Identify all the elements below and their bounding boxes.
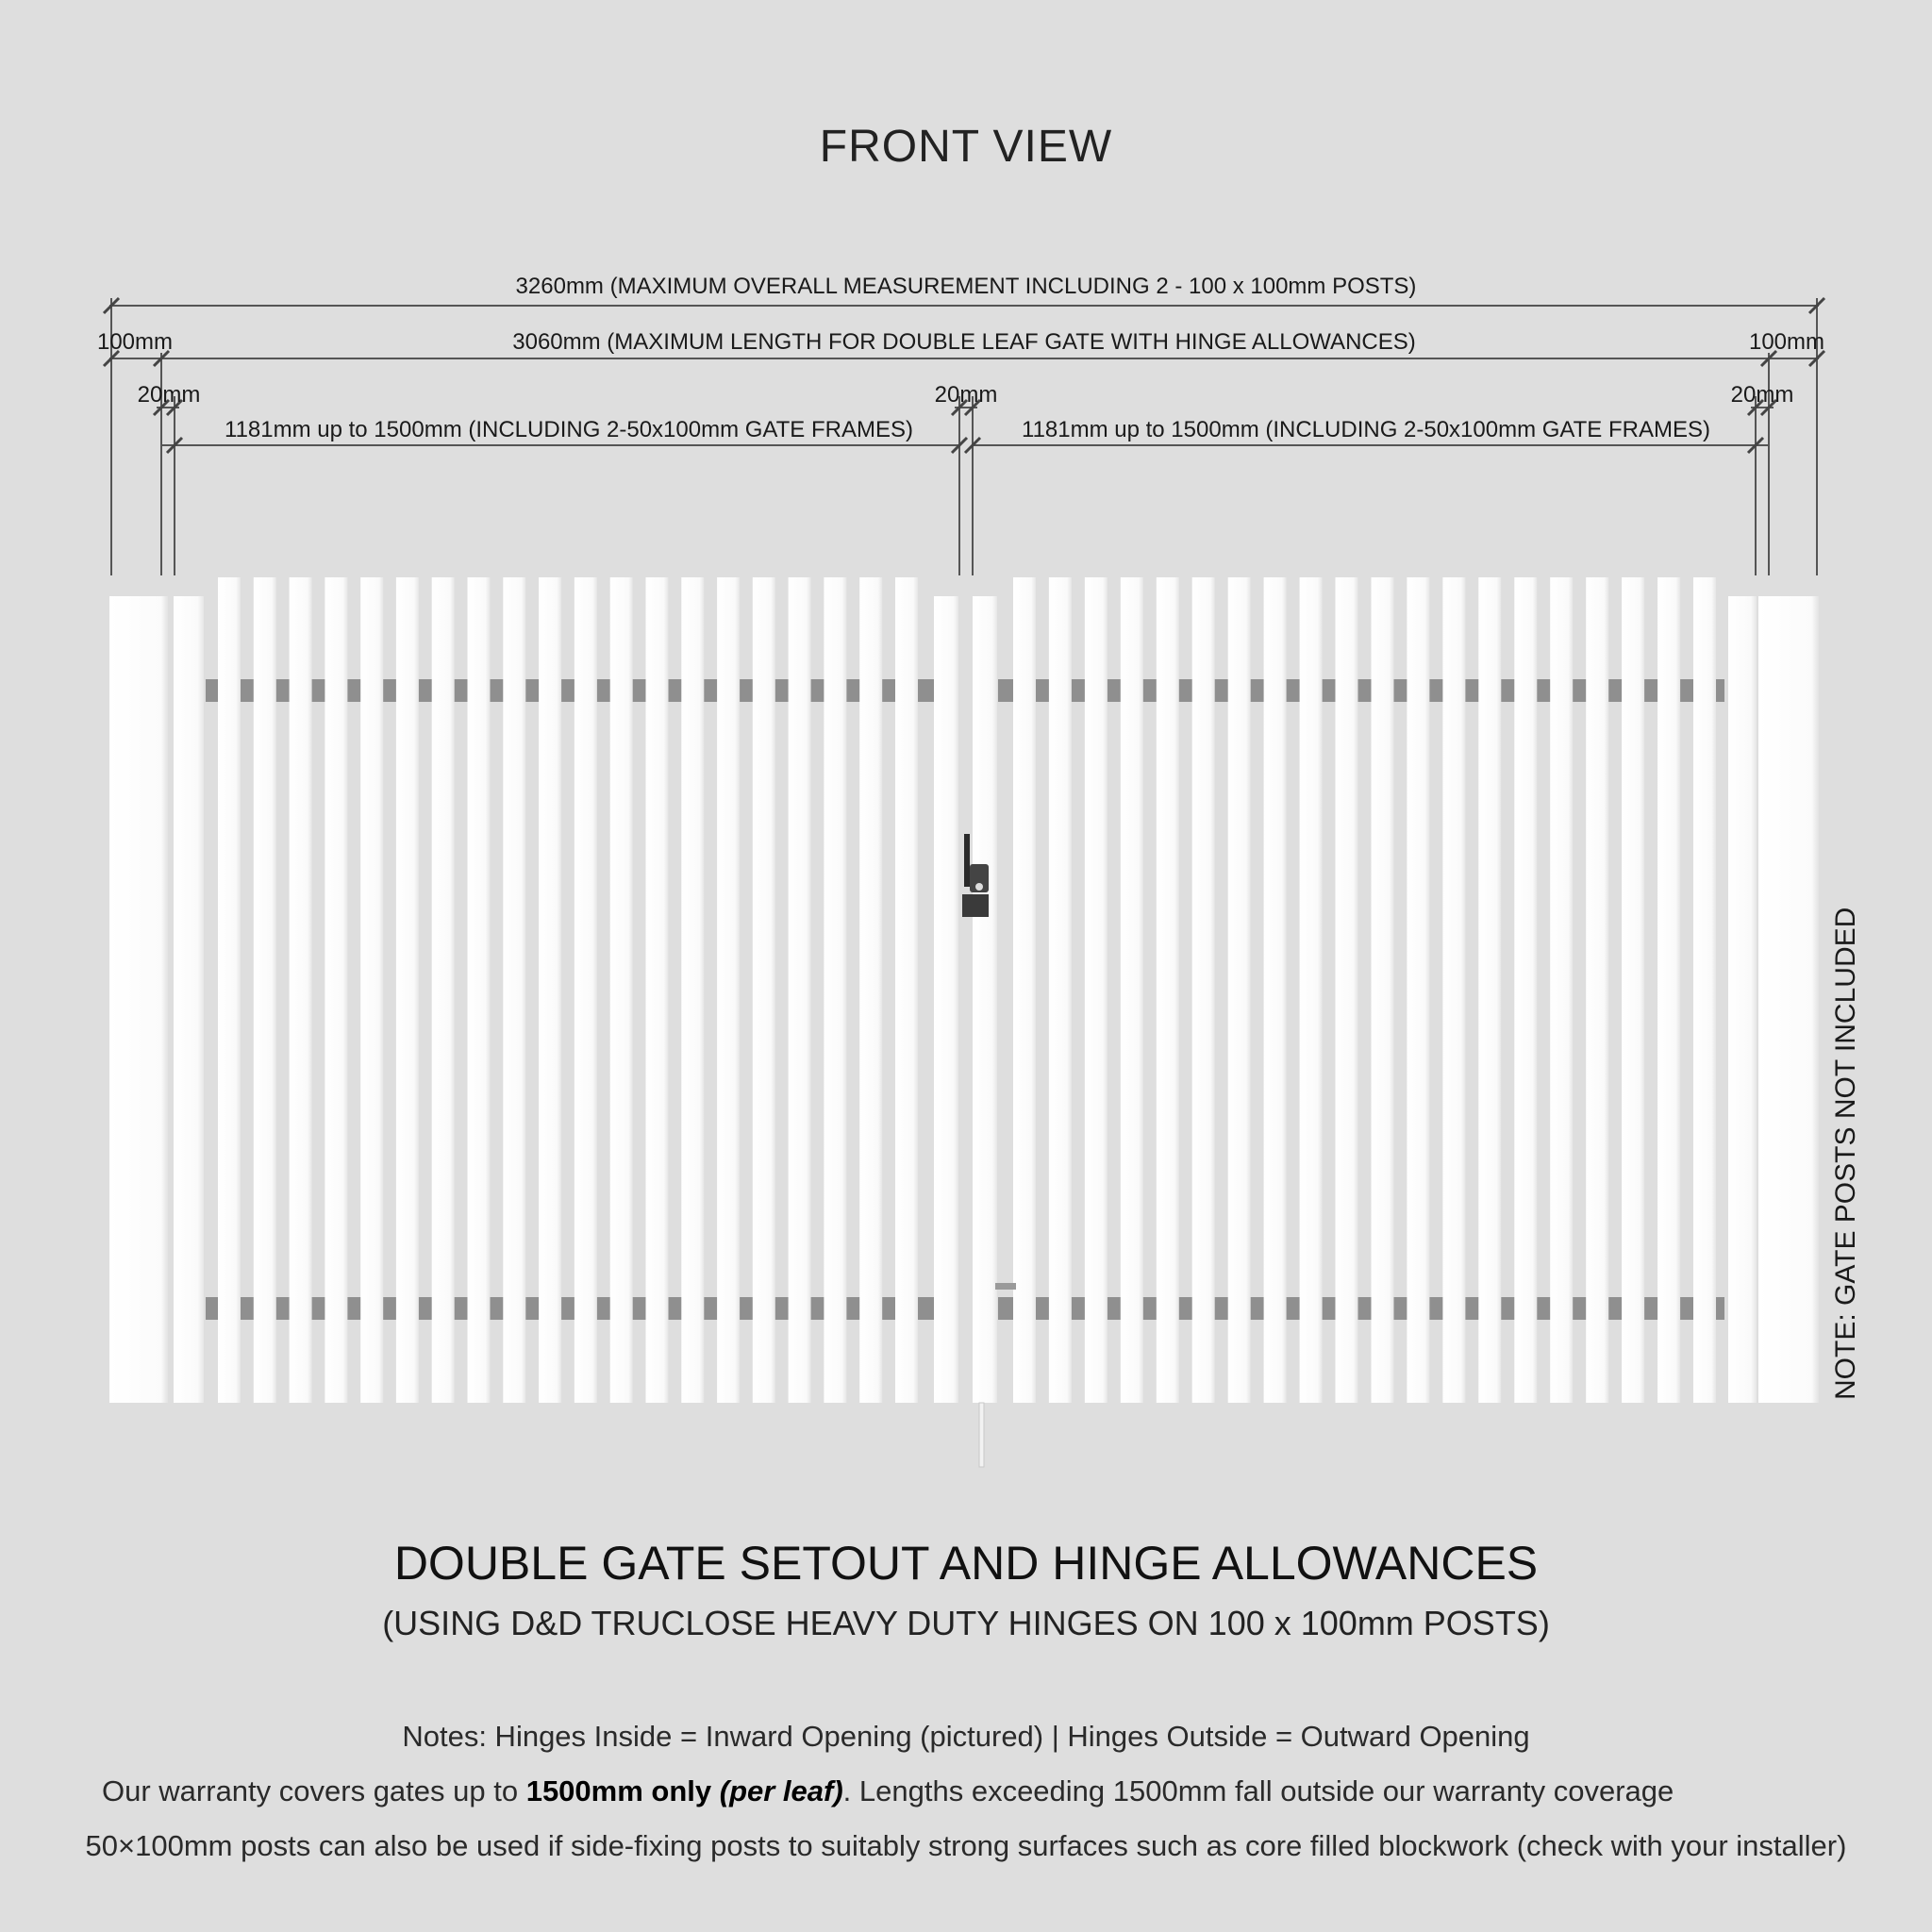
- dim-label-gate-length: 3060mm (MAXIMUM LENGTH FOR DOUBLE LEAF GATE WITH HINGE ALLOWANCES): [512, 329, 1416, 355]
- slat: [290, 577, 312, 1403]
- slat: [1514, 577, 1537, 1403]
- slat: [646, 577, 669, 1403]
- note-hinges: Notes: Hinges Inside = Inward Opening (pictured) | Hinges Outside = Outward Opening: [402, 1720, 1530, 1753]
- slat: [1657, 577, 1680, 1403]
- slat: [1693, 577, 1716, 1403]
- slat: [1157, 577, 1179, 1403]
- slat: [753, 577, 775, 1403]
- dim-label-gap-right: 20mm: [1730, 382, 1794, 408]
- main-subtitle: (USING D&D TRUCLOSE HEAVY DUTY HINGES ON 100 x 100mm POSTS): [382, 1604, 1550, 1642]
- slat: [1478, 577, 1501, 1403]
- slat: [1192, 577, 1215, 1403]
- dim-label-gap-left: 20mm: [137, 382, 201, 408]
- slat: [1300, 577, 1323, 1403]
- slat: [575, 577, 597, 1403]
- slat: [1372, 577, 1394, 1403]
- slat: [503, 577, 525, 1403]
- dim-label-post-right: 100mm: [1748, 329, 1825, 355]
- view-title: FRONT VIEW: [819, 122, 1113, 172]
- slat: [1586, 577, 1608, 1403]
- note-posts: 50×100mm posts can also be used if side-fixing posts to suitably strong surfaces such as core filled blockwork (check with your installer): [85, 1829, 1847, 1862]
- slat: [432, 577, 455, 1403]
- slat: [859, 577, 882, 1403]
- slat: [1264, 577, 1287, 1403]
- gate-post-left: [109, 596, 168, 1403]
- slat: [789, 577, 811, 1403]
- latch-bracket: [964, 834, 970, 887]
- side-note: NOTE: GATE POSTS NOT INCLUDED: [1830, 907, 1861, 1400]
- slat: [1228, 577, 1251, 1403]
- slat: [1550, 577, 1573, 1403]
- slat: [1442, 577, 1465, 1403]
- note-warranty-bold-italic: (per leaf): [719, 1774, 843, 1807]
- slat: [824, 577, 846, 1403]
- slat: [1622, 577, 1644, 1403]
- gate-frame-left-inner: [934, 596, 958, 1403]
- slat: [1407, 577, 1429, 1403]
- dim-label-leaf-right: 1181mm up to 1500mm (INCLUDING 2-50x100mm GATE FRAMES): [1022, 417, 1710, 442]
- drop-bolt-keeper: [995, 1283, 1016, 1290]
- slat: [254, 577, 276, 1403]
- slat: [360, 577, 383, 1403]
- main-title: DOUBLE GATE SETOUT AND HINGE ALLOWANCES: [393, 1537, 1539, 1590]
- slat: [717, 577, 740, 1403]
- drop-bolt: [979, 1403, 984, 1467]
- slat: [610, 577, 633, 1403]
- slat: [218, 577, 241, 1403]
- slat: [1121, 577, 1143, 1403]
- gate-post-right: [1758, 596, 1819, 1403]
- slat: [895, 577, 918, 1403]
- slat: [396, 577, 419, 1403]
- note-warranty-pre: Our warranty covers gates up to: [102, 1774, 526, 1807]
- slat: [468, 577, 491, 1403]
- slat: [1049, 577, 1072, 1403]
- slat: [325, 577, 347, 1403]
- dim-label-leaf-left: 1181mm up to 1500mm (INCLUDING 2-50x100mm GATE FRAMES): [225, 417, 913, 442]
- dim-label-post-left: 100mm: [96, 329, 174, 355]
- double-gate: [109, 577, 1819, 1467]
- latch-foot: [962, 894, 989, 917]
- latch-screw: [975, 883, 983, 891]
- slat: [1013, 577, 1036, 1403]
- dim-label-gap-center: 20mm: [934, 382, 998, 408]
- dim-label-overall: 3260mm (MAXIMUM OVERALL MEASUREMENT INCLUDING 2 - 100 x 100mm POSTS): [515, 274, 1417, 299]
- slat: [1085, 577, 1108, 1403]
- note-warranty-post: . Lengths exceeding 1500mm fall outside our warranty coverage: [842, 1774, 1674, 1807]
- gate-frame-right-inner: [973, 596, 997, 1403]
- note-warranty: [102, 1774, 1674, 1808]
- slat: [1336, 577, 1358, 1403]
- slat: [681, 577, 704, 1403]
- slat: [539, 577, 561, 1403]
- gate-frame-left-outer: [174, 596, 204, 1403]
- note-warranty-bold: 1500mm only: [525, 1774, 720, 1807]
- gate-frame-right-outer: [1728, 596, 1757, 1403]
